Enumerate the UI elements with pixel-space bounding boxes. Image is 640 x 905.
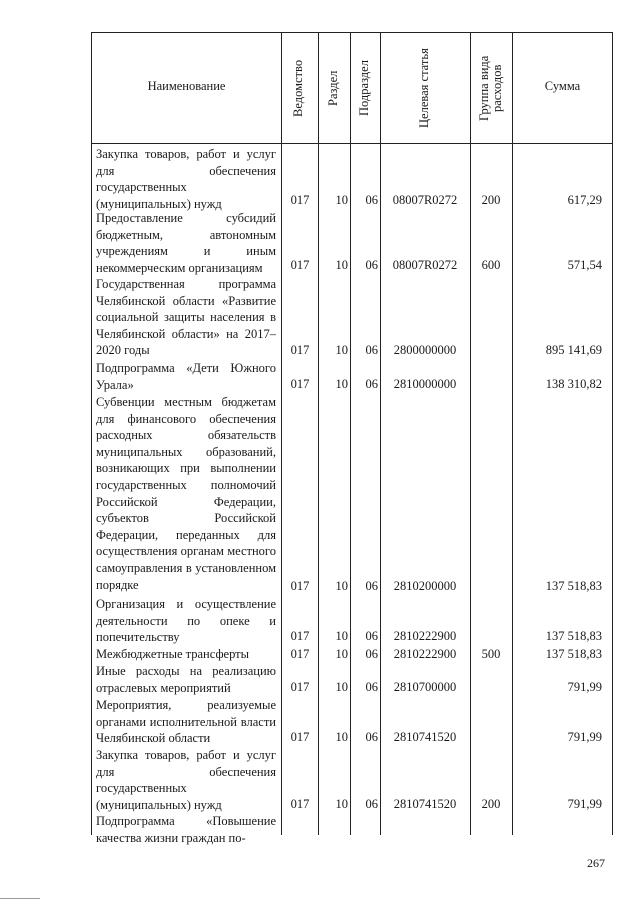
row-sum: 791,99 <box>567 680 602 694</box>
row-subsection: 06 <box>365 680 378 694</box>
row-name: Подпрограмма «Дети Южного Урала» <box>96 361 276 392</box>
row-name: Предоставление субсидий бюджетным, автономным учреждениям и иным некоммерческим организациям <box>96 211 276 275</box>
row-dept: 017 <box>290 647 310 661</box>
row-subsection: 06 <box>365 797 378 811</box>
scan-mark <box>0 898 40 899</box>
row-dept: 017 <box>290 343 310 357</box>
row-section: 10 <box>335 647 348 661</box>
row-dept: 017 <box>290 680 310 694</box>
row-section: 10 <box>335 579 348 593</box>
row-name: Подпрограмма «Повышение качества жизни граждан по- <box>96 814 276 845</box>
row-dept: 017 <box>290 629 310 643</box>
row-group: 600 <box>481 258 501 272</box>
row-subsection: 06 <box>365 579 378 593</box>
row-name: Закупка товаров, работ и услуг для обеспечения государственных (муниципальных) нужд <box>96 748 276 812</box>
header-expense-group: Группа вида расходов <box>477 55 504 121</box>
row-section: 10 <box>335 193 348 207</box>
table-row <box>0 697 640 747</box>
row-name: Межбюджетные трансферты <box>96 647 250 661</box>
row-group: 200 <box>481 193 501 207</box>
row-sum: 791,99 <box>567 730 602 744</box>
header-subsection: Подраздел <box>357 60 371 116</box>
table-row <box>0 394 640 596</box>
row-subsection: 06 <box>365 377 378 391</box>
header-department: Ведомство <box>291 59 305 117</box>
row-section: 10 <box>335 680 348 694</box>
row-target: 08007R0272 <box>392 258 458 272</box>
row-target: 2810222900 <box>393 647 457 661</box>
row-name: Иные расходы на реализацию отраслевых мероприятий <box>96 664 276 695</box>
row-sum: 137 518,83 <box>545 579 602 593</box>
row-target: 2800000000 <box>393 343 457 357</box>
row-sum: 137 518,83 <box>545 629 602 643</box>
row-name: Закупка товаров, работ и услуг для обеспечения государственных (муниципальных) нужд <box>96 147 276 211</box>
header-target-article: Целевая статья <box>417 48 431 128</box>
table-row <box>0 596 640 646</box>
row-name: Государственная программа Челябинской области «Развитие социальной защиты населения в Челябинской области» на 2017–2020 годы <box>96 277 276 358</box>
header-sum: Сумма <box>544 79 581 93</box>
row-subsection: 06 <box>365 193 378 207</box>
row-section: 10 <box>335 730 348 744</box>
row-name: Организация и осуществление деятельности по опеке и попечительству <box>96 597 276 645</box>
table-row <box>0 210 640 276</box>
row-subsection: 06 <box>365 730 378 744</box>
row-target: 2810200000 <box>393 579 457 593</box>
row-sum: 138 310,82 <box>545 377 602 391</box>
row-sum: 895 141,69 <box>545 343 602 357</box>
row-section: 10 <box>335 629 348 643</box>
table-body <box>0 146 640 847</box>
table-row <box>0 813 640 847</box>
row-dept: 017 <box>290 377 310 391</box>
table-row <box>0 747 640 813</box>
row-name: Мероприятия, реализуемые органами исполнительной власти Челябинской области <box>96 698 276 746</box>
table-row <box>0 276 640 360</box>
table-row <box>0 646 640 663</box>
row-dept: 017 <box>290 193 310 207</box>
header-section: Раздел <box>326 70 340 106</box>
row-target: 08007R0272 <box>392 193 458 207</box>
table-row <box>0 146 640 210</box>
row-group: 500 <box>481 647 501 661</box>
row-sum: 137 518,83 <box>545 647 602 661</box>
table-row <box>0 663 640 697</box>
row-sum: 617,29 <box>567 193 602 207</box>
row-target: 2810741520 <box>393 797 457 811</box>
page-number: 267 <box>587 856 605 870</box>
row-subsection: 06 <box>365 258 378 272</box>
row-dept: 017 <box>290 258 310 272</box>
row-target: 2810222900 <box>393 629 457 643</box>
table-row <box>0 360 640 394</box>
header-bottom-border <box>91 143 613 144</box>
row-subsection: 06 <box>365 343 378 357</box>
row-target: 2810000000 <box>393 377 457 391</box>
row-dept: 017 <box>290 797 310 811</box>
row-name: Субвенции местным бюджетам для финансового обеспечения расходных обязательств муниципальных образований, возникающих при выполнении государственных полномочий Российской Федерации, субъектов Российской Федерации, переданных для осуществления органам местного самоуправления в установленном порядке <box>96 395 276 592</box>
row-dept: 017 <box>290 730 310 744</box>
row-section: 10 <box>335 797 348 811</box>
row-subsection: 06 <box>365 647 378 661</box>
row-group: 200 <box>481 797 501 811</box>
row-target: 2810741520 <box>393 730 457 744</box>
table-top-border <box>91 32 613 33</box>
row-subsection: 06 <box>365 629 378 643</box>
row-section: 10 <box>335 343 348 357</box>
row-sum: 791,99 <box>567 797 602 811</box>
row-section: 10 <box>335 377 348 391</box>
row-dept: 017 <box>290 579 310 593</box>
row-sum: 571,54 <box>567 258 602 272</box>
row-target: 2810700000 <box>393 680 457 694</box>
header-name: Наименование <box>147 79 226 93</box>
row-section: 10 <box>335 258 348 272</box>
